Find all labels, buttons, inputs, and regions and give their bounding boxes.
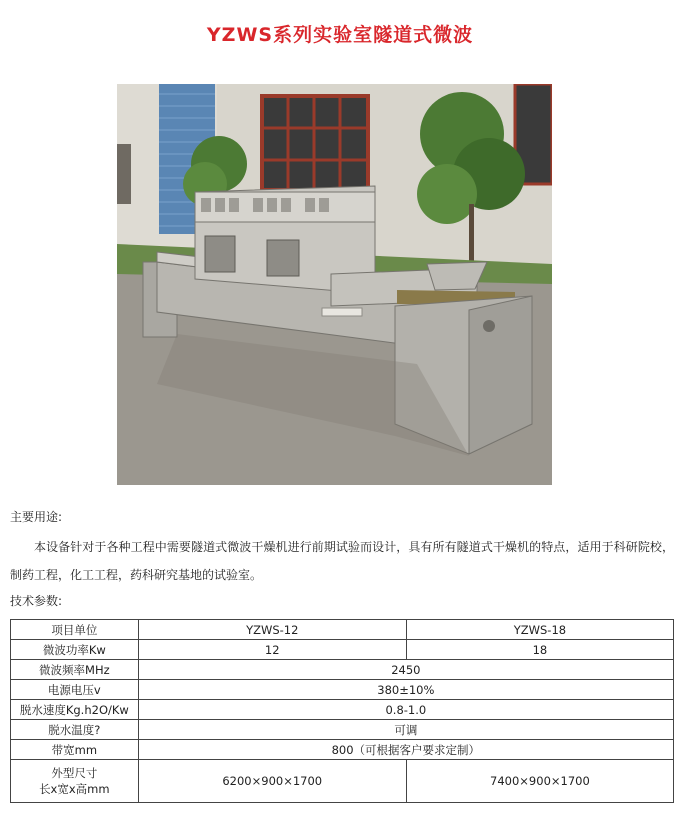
equipment-photo <box>117 84 552 485</box>
row-label: 脱水速度Kg.h2O/Kw <box>11 700 139 720</box>
cell-merged: 2450 <box>138 660 673 680</box>
row-label: 带宽mm <box>11 740 139 760</box>
row-label: 脱水温度? <box>11 720 139 740</box>
row-label-dimensions <box>11 760 139 803</box>
table-row <box>11 680 674 700</box>
table-header-row <box>11 620 674 640</box>
dims-label-line2: 长x宽x高mm <box>39 782 110 796</box>
cell-yzws12: 12 <box>138 640 406 660</box>
equipment-label-plate <box>322 308 362 316</box>
spec-table <box>10 619 674 803</box>
cell-merged: 380±10% <box>138 680 673 700</box>
cell-yzws18: 18 <box>406 640 673 660</box>
cell-merged: 800（可根据客户要求定制） <box>138 740 673 760</box>
cell-yzws18: 7400×900×1700 <box>406 760 673 803</box>
table-row <box>11 720 674 740</box>
header-item-unit: 项目单位 <box>11 620 139 640</box>
dims-label-line1: 外型尺寸 <box>51 766 98 780</box>
header-yzws18: YZWS-18 <box>406 620 673 640</box>
cell-merged: 0.8-1.0 <box>138 700 673 720</box>
table-row <box>11 660 674 680</box>
row-label: 微波功率Kw <box>11 640 139 660</box>
usage-description: 本设备针对于各种工程中需要隧道式微波干燥机进行前期试验而设计，具有所有隧道式干燥机的特点，适用于科研院校，制药工程，化工工程，药科研究基地的试验室。 <box>10 540 674 582</box>
row-label: 电源电压v <box>11 680 139 700</box>
page-title: YZWS系列实验室隧道式微波 <box>206 24 474 46</box>
usage-heading: 主要用途: <box>10 510 63 524</box>
params-heading: 技术参数: <box>10 594 63 608</box>
header-yzws12: YZWS-12 <box>138 620 406 640</box>
equipment-photo-illustration <box>117 84 552 485</box>
table-row <box>11 640 674 660</box>
cell-merged: 可调 <box>138 720 673 740</box>
cell-yzws12: 6200×900×1700 <box>138 760 406 803</box>
table-row-dimensions <box>11 760 674 803</box>
table-row <box>11 740 674 760</box>
row-label: 微波频率MHz <box>11 660 139 680</box>
table-row <box>11 700 674 720</box>
